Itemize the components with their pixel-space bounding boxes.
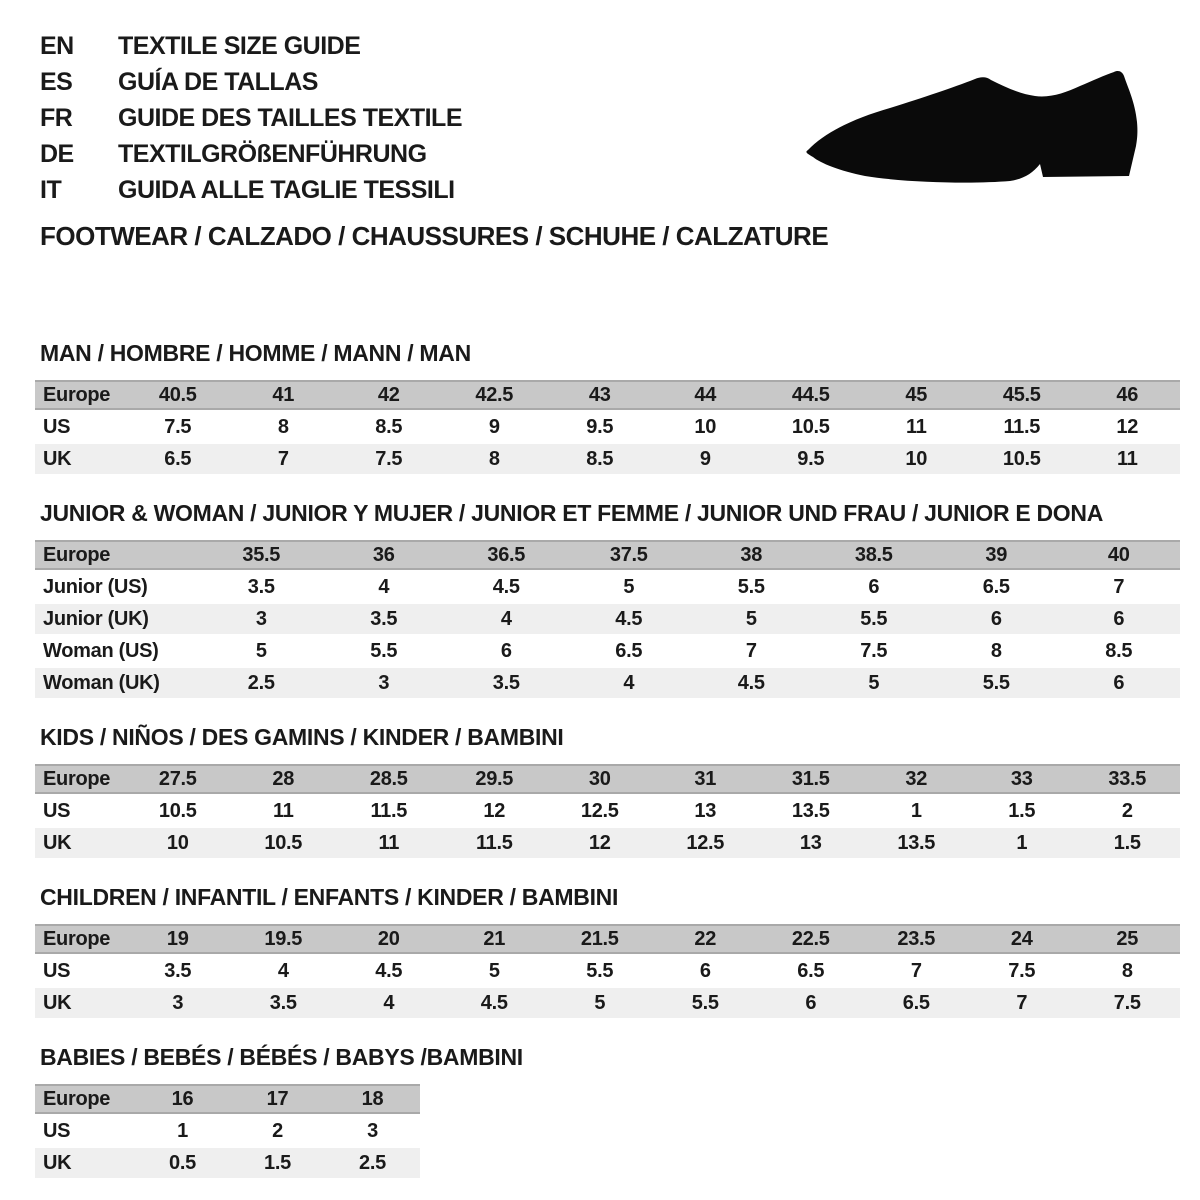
row-label: Europe bbox=[35, 1084, 135, 1114]
size-value: 3.5 bbox=[231, 988, 337, 1018]
size-value: 42 bbox=[336, 380, 442, 410]
size-table bbox=[35, 1082, 420, 1180]
table-row bbox=[35, 796, 1180, 826]
size-value: 41 bbox=[231, 380, 337, 410]
size-value: 4.5 bbox=[442, 988, 548, 1018]
size-value: 13.5 bbox=[864, 828, 970, 858]
table-row bbox=[35, 1148, 420, 1178]
size-value: 8 bbox=[442, 444, 548, 474]
size-value: 1.5 bbox=[969, 796, 1075, 826]
size-value: 40 bbox=[1058, 540, 1181, 570]
size-table bbox=[35, 762, 1180, 860]
size-value: 9 bbox=[442, 412, 548, 442]
size-value: 36.5 bbox=[445, 540, 568, 570]
size-section-junior-woman bbox=[35, 500, 1181, 700]
size-value: 4 bbox=[445, 604, 568, 634]
size-value: 12 bbox=[547, 828, 653, 858]
size-value: 5.5 bbox=[935, 668, 1058, 698]
size-value: 5.5 bbox=[653, 988, 759, 1018]
size-value: 10.5 bbox=[125, 796, 231, 826]
table-row bbox=[35, 380, 1180, 410]
table-row bbox=[35, 1084, 420, 1114]
size-value: 11 bbox=[336, 828, 442, 858]
size-value: 11.5 bbox=[336, 796, 442, 826]
size-value: 10.5 bbox=[969, 444, 1075, 474]
size-value: 3 bbox=[325, 1116, 420, 1146]
size-value: 30 bbox=[547, 764, 653, 794]
size-value: 22.5 bbox=[758, 924, 864, 954]
size-value: 17 bbox=[230, 1084, 325, 1114]
language-label: GUIDA ALLE TAGLIE TESSILI bbox=[118, 175, 455, 204]
size-value: 9 bbox=[653, 444, 759, 474]
section-title: BABIES / BEBÉS / BÉBÉS / BABYS /BAMBINI bbox=[40, 1044, 523, 1070]
row-label: Junior (UK) bbox=[35, 604, 200, 634]
size-value: 7.5 bbox=[125, 412, 231, 442]
row-label: US bbox=[35, 1116, 135, 1146]
row-label: Woman (US) bbox=[35, 636, 200, 666]
table-row bbox=[35, 764, 1180, 794]
size-value: 6.5 bbox=[935, 572, 1058, 602]
size-value: 2 bbox=[230, 1116, 325, 1146]
size-value: 43 bbox=[547, 380, 653, 410]
table-row bbox=[35, 540, 1180, 570]
table-row bbox=[35, 828, 1180, 858]
row-label: UK bbox=[35, 828, 125, 858]
size-value: 18 bbox=[325, 1084, 420, 1114]
category-line: FOOTWEAR / CALZADO / CHAUSSURES / SCHUHE / CALZATURE bbox=[40, 221, 829, 251]
row-label: Europe bbox=[35, 540, 200, 570]
size-table bbox=[35, 378, 1180, 476]
language-list bbox=[40, 28, 462, 208]
size-section-babies bbox=[35, 1044, 1181, 1180]
size-value: 37.5 bbox=[568, 540, 691, 570]
size-value: 24 bbox=[969, 924, 1075, 954]
size-value: 6 bbox=[1058, 604, 1181, 634]
table-row bbox=[35, 444, 1180, 474]
size-value: 7.5 bbox=[813, 636, 936, 666]
size-value: 39 bbox=[935, 540, 1058, 570]
size-value: 21.5 bbox=[547, 924, 653, 954]
section-title: KIDS / NIÑOS / DES GAMINS / KINDER / BAMBINI bbox=[40, 724, 564, 750]
size-value: 6.5 bbox=[864, 988, 970, 1018]
language-label: GUÍA DE TALLAS bbox=[118, 67, 318, 96]
size-section-children bbox=[35, 884, 1181, 1020]
size-value: 42.5 bbox=[442, 380, 548, 410]
shoe-icon bbox=[780, 40, 1200, 240]
size-value: 5.5 bbox=[690, 572, 813, 602]
size-value: 12.5 bbox=[653, 828, 759, 858]
size-value: 28.5 bbox=[336, 764, 442, 794]
size-value: 21 bbox=[442, 924, 548, 954]
size-value: 13 bbox=[758, 828, 864, 858]
size-value: 11.5 bbox=[442, 828, 548, 858]
size-value: 4.5 bbox=[445, 572, 568, 602]
size-value: 28 bbox=[231, 764, 337, 794]
size-value: 4 bbox=[231, 956, 337, 986]
size-value: 3.5 bbox=[125, 956, 231, 986]
size-value: 7 bbox=[864, 956, 970, 986]
size-value: 2 bbox=[1075, 796, 1181, 826]
size-value: 6 bbox=[758, 988, 864, 1018]
size-value: 11 bbox=[231, 796, 337, 826]
size-value: 33.5 bbox=[1075, 764, 1181, 794]
size-value: 5.5 bbox=[813, 604, 936, 634]
size-value: 5 bbox=[442, 956, 548, 986]
size-value: 19 bbox=[125, 924, 231, 954]
row-label: US bbox=[35, 412, 125, 442]
size-value: 13 bbox=[653, 796, 759, 826]
size-value: 11 bbox=[1075, 444, 1181, 474]
language-code: IT bbox=[40, 175, 62, 204]
size-value: 44.5 bbox=[758, 380, 864, 410]
size-value: 6.5 bbox=[758, 956, 864, 986]
size-value: 10.5 bbox=[231, 828, 337, 858]
size-value: 13.5 bbox=[758, 796, 864, 826]
table-row bbox=[35, 636, 1180, 666]
size-value: 6 bbox=[813, 572, 936, 602]
table-row bbox=[35, 604, 1180, 634]
size-value: 10 bbox=[864, 444, 970, 474]
row-label: Europe bbox=[35, 380, 125, 410]
size-value: 1 bbox=[135, 1116, 230, 1146]
language-label: TEXTILGRÖßENFÜHRUNG bbox=[118, 139, 427, 168]
language-code: EN bbox=[40, 31, 74, 60]
size-value: 5.5 bbox=[323, 636, 446, 666]
size-value: 6 bbox=[445, 636, 568, 666]
size-value: 6 bbox=[653, 956, 759, 986]
size-value: 3 bbox=[125, 988, 231, 1018]
size-value: 22 bbox=[653, 924, 759, 954]
size-value: 3.5 bbox=[445, 668, 568, 698]
size-table bbox=[35, 538, 1180, 700]
size-value: 4.5 bbox=[336, 956, 442, 986]
table-row bbox=[35, 924, 1180, 954]
size-value: 1.5 bbox=[230, 1148, 325, 1178]
size-value: 19.5 bbox=[231, 924, 337, 954]
size-value: 7 bbox=[231, 444, 337, 474]
size-value: 10 bbox=[125, 828, 231, 858]
size-value: 32 bbox=[864, 764, 970, 794]
language-code: FR bbox=[40, 103, 73, 132]
size-value: 9.5 bbox=[758, 444, 864, 474]
size-value: 5 bbox=[200, 636, 323, 666]
size-value: 4 bbox=[336, 988, 442, 1018]
size-value: 4 bbox=[568, 668, 691, 698]
size-value: 29.5 bbox=[442, 764, 548, 794]
size-value: 4 bbox=[323, 572, 446, 602]
row-label: UK bbox=[35, 1148, 135, 1178]
row-label: US bbox=[35, 796, 125, 826]
size-value: 11 bbox=[864, 412, 970, 442]
language-row bbox=[40, 64, 462, 100]
size-value: 5 bbox=[568, 572, 691, 602]
size-value: 12 bbox=[442, 796, 548, 826]
size-value: 2.5 bbox=[325, 1148, 420, 1178]
section-title: JUNIOR & WOMAN / JUNIOR Y MUJER / JUNIOR ET FEMME / JUNIOR UND FRAU / JUNIOR E DONA bbox=[40, 500, 1104, 526]
size-value: 20 bbox=[336, 924, 442, 954]
size-value: 23.5 bbox=[864, 924, 970, 954]
size-value: 5 bbox=[547, 988, 653, 1018]
size-value: 3 bbox=[200, 604, 323, 634]
tables-container bbox=[35, 340, 1181, 1180]
size-table bbox=[35, 922, 1180, 1020]
size-value: 38 bbox=[690, 540, 813, 570]
size-value: 35.5 bbox=[200, 540, 323, 570]
language-code: ES bbox=[40, 67, 73, 96]
size-value: 7.5 bbox=[969, 956, 1075, 986]
size-value: 8 bbox=[935, 636, 1058, 666]
size-value: 5.5 bbox=[547, 956, 653, 986]
size-section-kids bbox=[35, 724, 1181, 860]
size-value: 6 bbox=[935, 604, 1058, 634]
size-value: 3.5 bbox=[323, 604, 446, 634]
size-value: 11.5 bbox=[969, 412, 1075, 442]
size-value: 5 bbox=[813, 668, 936, 698]
size-value: 12 bbox=[1075, 412, 1181, 442]
row-label: US bbox=[35, 956, 125, 986]
size-value: 6.5 bbox=[568, 636, 691, 666]
size-value: 16 bbox=[135, 1084, 230, 1114]
language-label: GUIDE DES TAILLES TEXTILE bbox=[118, 103, 463, 132]
size-value: 10.5 bbox=[758, 412, 864, 442]
size-value: 6 bbox=[1058, 668, 1181, 698]
size-section-man bbox=[35, 340, 1181, 476]
language-label: TEXTILE SIZE GUIDE bbox=[118, 31, 361, 60]
size-value: 4.5 bbox=[568, 604, 691, 634]
size-value: 27.5 bbox=[125, 764, 231, 794]
size-value: 40.5 bbox=[125, 380, 231, 410]
row-label: Europe bbox=[35, 764, 125, 794]
size-value: 31 bbox=[653, 764, 759, 794]
table-row bbox=[35, 412, 1180, 442]
size-value: 12.5 bbox=[547, 796, 653, 826]
table-row bbox=[35, 668, 1180, 698]
size-value: 36 bbox=[323, 540, 446, 570]
size-value: 2.5 bbox=[200, 668, 323, 698]
size-value: 25 bbox=[1075, 924, 1181, 954]
size-value: 3.5 bbox=[200, 572, 323, 602]
row-label: Europe bbox=[35, 924, 125, 954]
size-value: 1.5 bbox=[1075, 828, 1181, 858]
language-row bbox=[40, 136, 462, 172]
size-value: 45.5 bbox=[969, 380, 1075, 410]
size-value: 33 bbox=[969, 764, 1075, 794]
language-row bbox=[40, 28, 462, 64]
table-row bbox=[35, 956, 1180, 986]
row-label: UK bbox=[35, 988, 125, 1018]
size-value: 7 bbox=[1058, 572, 1181, 602]
size-value: 4.5 bbox=[690, 668, 813, 698]
section-title: CHILDREN / INFANTIL / ENFANTS / KINDER / BAMBINI bbox=[40, 884, 619, 910]
size-value: 44 bbox=[653, 380, 759, 410]
language-row bbox=[40, 100, 462, 136]
row-label: UK bbox=[35, 444, 125, 474]
row-label: Woman (UK) bbox=[35, 668, 200, 698]
size-value: 0.5 bbox=[135, 1148, 230, 1178]
size-value: 7.5 bbox=[336, 444, 442, 474]
size-value: 7 bbox=[969, 988, 1075, 1018]
size-value: 10 bbox=[653, 412, 759, 442]
size-value: 7.5 bbox=[1075, 988, 1181, 1018]
size-value: 6.5 bbox=[125, 444, 231, 474]
size-value: 8.5 bbox=[1058, 636, 1181, 666]
size-value: 8.5 bbox=[336, 412, 442, 442]
size-value: 45 bbox=[864, 380, 970, 410]
language-row bbox=[40, 172, 462, 208]
size-value: 9.5 bbox=[547, 412, 653, 442]
language-code: DE bbox=[40, 139, 74, 168]
row-label: Junior (US) bbox=[35, 572, 200, 602]
size-value: 38.5 bbox=[813, 540, 936, 570]
table-row bbox=[35, 988, 1180, 1018]
table-row bbox=[35, 1116, 420, 1146]
size-value: 1 bbox=[864, 796, 970, 826]
size-value: 7 bbox=[690, 636, 813, 666]
size-value: 1 bbox=[969, 828, 1075, 858]
size-value: 8 bbox=[231, 412, 337, 442]
size-value: 8.5 bbox=[547, 444, 653, 474]
size-value: 8 bbox=[1075, 956, 1181, 986]
size-value: 31.5 bbox=[758, 764, 864, 794]
size-value: 3 bbox=[323, 668, 446, 698]
table-row bbox=[35, 572, 1180, 602]
section-title: MAN / HOMBRE / HOMME / MANN / MAN bbox=[40, 340, 471, 366]
size-value: 46 bbox=[1075, 380, 1181, 410]
size-value: 5 bbox=[690, 604, 813, 634]
